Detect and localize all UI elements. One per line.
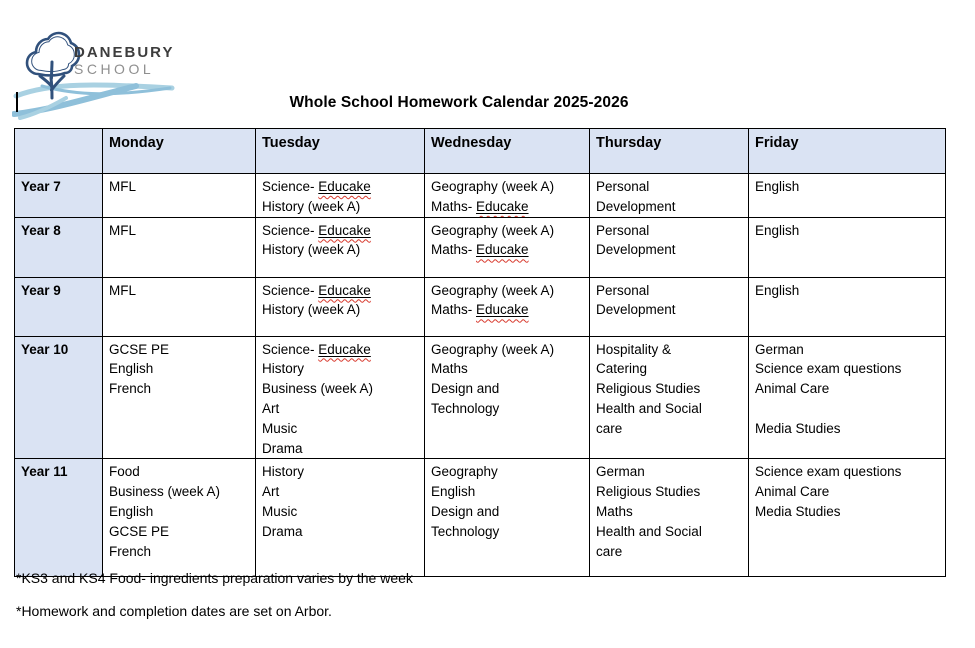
cell-year-9-wednesday [425,277,590,336]
cell-year-8-thursday [590,217,749,277]
row-label-year-9: Year 9 [15,277,103,336]
subject-line: Science- Educake [262,282,371,298]
header-wednesday: Wednesday [425,129,590,174]
subject-line: MFL [109,222,136,238]
spellchecked-word [318,223,371,238]
subject-line: care [596,420,623,436]
subject-line: English [109,361,154,377]
subject-line: Food [109,464,140,480]
row-label-year-7: Year 7 [15,174,103,218]
subject-line: Science exam questions [755,464,902,480]
spellchecked-word [476,242,529,257]
subject-line: History (week A) [262,242,361,258]
subject-line: Maths [596,503,633,519]
subject-line: Personal [596,222,650,238]
cell-year-7-friday [749,174,946,218]
subject-line: Science exam questions [755,361,902,377]
cell-year-10-friday [749,336,946,459]
subject-line: Music [262,503,298,519]
subject-line: History (week A) [262,302,361,318]
table-header-row [15,129,946,174]
cell-year-7-thursday [590,174,749,218]
subject-line: Health and Social [596,400,702,416]
subject-line: Business (week A) [109,484,221,500]
subject-line: History [262,464,305,480]
subject-line: Art [262,484,280,500]
cell-year-8-wednesday [425,217,590,277]
cell-year-10-wednesday [425,336,590,459]
spellchecked-word [318,283,371,298]
subject-line: Personal [596,282,650,298]
subject-line: Drama [262,523,303,539]
cell-year-9-monday [103,277,256,336]
subject-line: Animal Care [755,484,830,500]
header-friday: Friday [749,129,946,174]
subject-line: Geography (week A) [431,282,555,298]
header-tuesday: Tuesday [256,129,425,174]
spellchecked-word [476,199,529,214]
cell-year-7-monday [103,174,256,218]
subject-line: Geography (week A) [431,222,555,238]
subject-line: English [755,282,800,298]
subject-line: English [755,222,800,238]
spellchecked-word [476,302,529,317]
subject-line: Design and [431,381,500,397]
homework-calendar-table [14,128,946,577]
subject-line: Music [262,420,298,436]
subject-line: GCSE PE [109,523,170,539]
header-thursday: Thursday [590,129,749,174]
subject-line: GCSE PE [109,341,170,357]
subject-line: MFL [109,179,136,194]
cell-year-11-tuesday [256,459,425,577]
subject-line: English [431,484,476,500]
subject-line: Animal Care [755,381,830,397]
cell-year-8-tuesday [256,217,425,277]
row-label-year-11: Year 11 [15,459,103,577]
header-monday: Monday [103,129,256,174]
footnote-food: *KS3 and KS4 Food- ingredients preparation varies by the week [16,570,413,586]
subject-line: Development [596,242,676,258]
cell-year-10-thursday [590,336,749,459]
cell-year-9-friday [749,277,946,336]
table-body [15,174,946,577]
cell-year-10-tuesday [256,336,425,459]
subject-line: Development [596,198,676,214]
page-title: Whole School Homework Calendar 2025-2026 [289,94,629,111]
subject-line: Design and [431,503,500,519]
table-row [15,174,946,218]
subject-line: Maths- Educake [431,302,529,318]
table-row [15,217,946,277]
subject-line: Science- Educake [262,222,371,238]
cell-year-11-monday [103,459,256,577]
subject-line: Geography (week A) [431,341,555,357]
spellchecked-word [318,342,371,357]
cell-year-11-friday [749,459,946,577]
subject-line: French [109,381,152,397]
spellcheck-wavy-underline: Educake [318,222,371,238]
cell-year-11-thursday [590,459,749,577]
subject-line: Media Studies [755,420,841,436]
subject-line [755,399,941,419]
row-label-year-8: Year 8 [15,217,103,277]
cell-year-10-monday [103,336,256,459]
subject-line: Geography [431,464,498,480]
spellcheck-wavy-underline: Educake [318,282,371,298]
subject-line: German [755,341,804,357]
subject-line: History [262,361,305,377]
spellcheck-wavy-underline: Educake [318,341,371,357]
subject-line: History (week A) [262,198,361,214]
subject-line: Business (week A) [262,381,374,397]
cell-year-8-monday [103,217,256,277]
cell-year-7-tuesday [256,174,425,218]
subject-line: Religious Studies [596,381,701,397]
subject-line: German [596,464,645,480]
corner-header-cell [15,129,103,174]
subject-line: Religious Studies [596,484,701,500]
spellcheck-wavy-underline: Educake [318,179,371,194]
logo-school-word: SCHOOL [74,61,155,77]
subject-line: English [755,179,800,194]
subject-line: Technology [431,523,500,539]
subject-line: Development [596,302,676,318]
subject-line: Health and Social [596,523,702,539]
cell-year-8-friday [749,217,946,277]
subject-line: Science- Educake [262,179,371,194]
subject-line: Media Studies [755,503,841,519]
spellchecked-word [318,179,371,194]
cell-year-11-wednesday [425,459,590,577]
row-label-year-10: Year 10 [15,336,103,459]
subject-line: Personal [596,179,650,194]
cell-year-7-wednesday [425,174,590,218]
spellcheck-wavy-underline: Educake [476,242,529,258]
spellcheck-wavy-underline: Educake [476,198,529,214]
subject-line: Maths [431,361,468,377]
subject-line: Maths- Educake [431,242,529,258]
subject-line: MFL [109,282,136,298]
table-row [15,277,946,336]
logo-school-name: DANEBURY [74,44,175,61]
subject-line: Catering [596,361,648,377]
subject-line: care [596,543,623,559]
cell-year-9-thursday [590,277,749,336]
spellcheck-wavy-underline: Educake [476,302,529,318]
subject-line: Drama [262,440,303,456]
table-row [15,459,946,577]
subject-line: English [109,503,154,519]
subject-line: Science- Educake [262,341,371,357]
subject-line: Maths- Educake [431,198,529,214]
table-row [15,336,946,459]
subject-line: Art [262,400,280,416]
subject-line: French [109,543,152,559]
cell-year-9-tuesday [256,277,425,336]
subject-line: Technology [431,400,500,416]
subject-line: Geography (week A) [431,179,555,194]
subject-line: Hospitality & [596,341,672,357]
footnote-arbor: *Homework and completion dates are set on Arbor. [16,603,332,619]
